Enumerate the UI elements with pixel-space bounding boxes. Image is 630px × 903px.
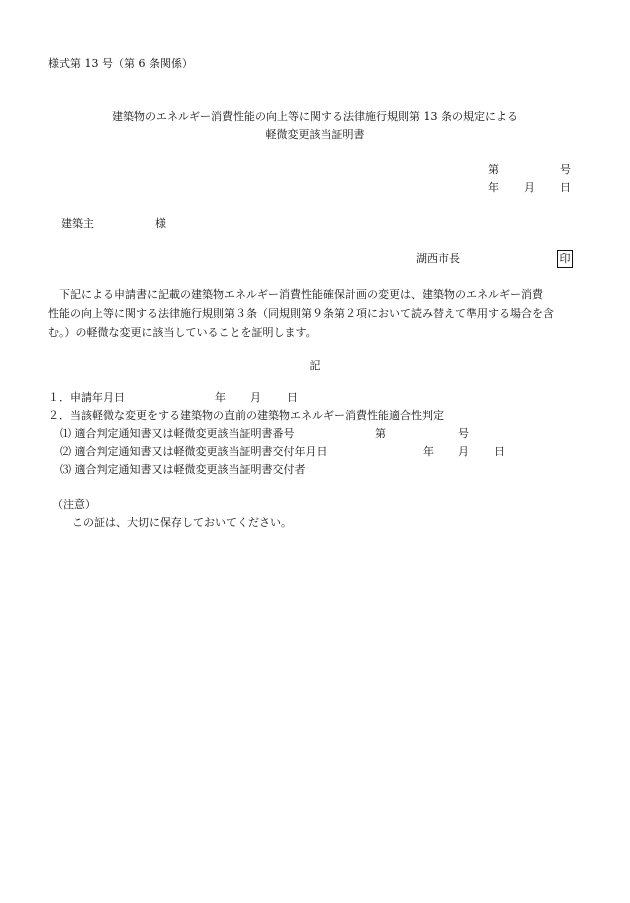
note-heading: （注意） (52, 498, 96, 511)
item2-label: ２．当該軽微な変更をする建築物の直前の建築物エネルギー消費性能適合性判定 (48, 409, 444, 422)
form-number: 様式第 13 号（第 6 条関係） (48, 57, 193, 70)
mayor-title: 湖西市長 (416, 252, 460, 265)
number-suffix: 号 (560, 163, 571, 176)
item1-year-label: 年 (215, 391, 226, 404)
issue-date-month-label: 月 (524, 181, 535, 194)
sub2-label: ⑵ 適合判定通知書又は軽微変更該当証明書交付年月日 (60, 445, 328, 458)
body-line-1: 下記による申請書に記載の建築物エネルギー消費性能確保計画の変更は、建築物のエネルギー消費 (59, 288, 543, 301)
sub1-number-suffix: 号 (458, 427, 469, 440)
title-line-2: 軽微変更該当証明書 (265, 128, 365, 141)
sub2-year-label: 年 (423, 445, 434, 458)
sub2-month-label: 月 (458, 445, 469, 458)
body-line-3: む。）の軽微な変更に該当していることを証明します。 (48, 326, 317, 339)
sub3-label: ⑶ 適合判定通知書又は軽微変更該当証明書交付者 (60, 463, 306, 476)
body-line-2: 性能の向上等に関する法律施行規則第３条（同規則第９条第２項において読み替えて準用する場合を含 (48, 307, 554, 320)
owner-label: 建築主 (61, 217, 94, 230)
number-prefix: 第 (488, 163, 499, 176)
sub2-day-label: 日 (494, 445, 505, 458)
issue-date-day-label: 日 (560, 181, 571, 194)
note-text: この証は、大切に保存しておいてください。 (72, 516, 292, 529)
item1-month-label: 月 (250, 391, 261, 404)
sub1-number-prefix: 第 (375, 427, 386, 440)
item1-day-label: 日 (287, 391, 298, 404)
issue-date-year-label: 年 (488, 181, 499, 194)
item1-label: １．申請年月日 (48, 391, 125, 404)
seal-box: 印 (557, 250, 573, 268)
title-line-1: 建築物のエネルギー消費性能の向上等に関する法律施行規則第 13 条の規定による (112, 110, 518, 123)
ki-heading: 記 (309, 359, 321, 372)
sub1-label: ⑴ 適合判定通知書又は軽微変更該当証明書番号 (60, 427, 295, 440)
owner-honorific: 様 (155, 217, 166, 230)
